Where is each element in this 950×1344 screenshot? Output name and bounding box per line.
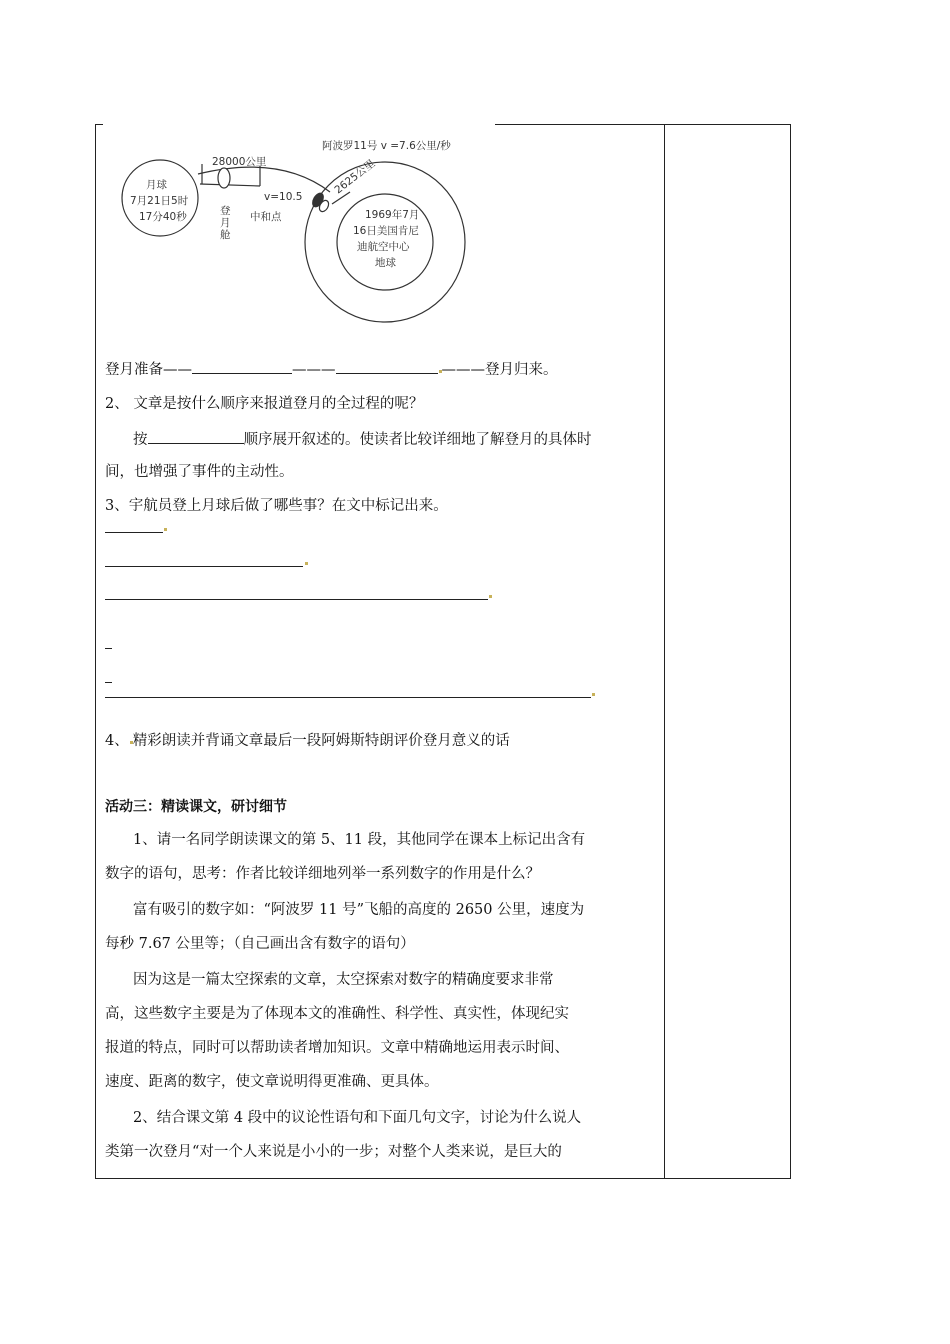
paragraph-2-line-1: 富有吸引的数字如：“阿波罗 11 号”飞船的高度的 2650 公里，速度为 [133, 902, 585, 918]
activity-3-heading: 活动三：精读课文，研讨细节 [105, 799, 287, 815]
question-1-line [105, 358, 558, 380]
q1-suffix: ———登月归来。 [441, 362, 558, 378]
answer-dash-1 [105, 648, 112, 649]
distance-moon-label: 28000公里 [212, 156, 267, 168]
question-2-answer-line-2: 间，也增强了事件的主动性。 [105, 464, 294, 480]
q4-text: 精彩朗读并背诵文章最后一段阿姆斯特朗评价登月意义的话 [132, 733, 510, 749]
paragraph-4-line-2: 类第一次登月“对一个人来说是小小的一步；对整个人类来说，是巨大的 [105, 1144, 562, 1160]
question-3: 3、宇航员登上月球后做了哪些事？在文中标记出来。 [105, 498, 448, 514]
moon-label-1: 月球 [146, 179, 167, 191]
spacecraft-icon [310, 191, 327, 210]
mark-dot [305, 562, 308, 565]
moon-landing-diagram [110, 134, 500, 324]
mark-dot [592, 693, 595, 696]
q1-mid: ——— [292, 362, 336, 378]
paragraph-4-line-1: 2、结合课文第 4 段中的议论性语句和下面几句文字，讨论为什么说人 [133, 1110, 582, 1126]
lander-ellipse [218, 168, 230, 188]
paragraph-1-line-2: 数字的语句，思考：作者比较详细地列举一系列数字的作用是什么？ [105, 866, 540, 882]
distance-earth-label: 2625公里 [332, 157, 378, 197]
question-2: 2、 文章是按什么顺序来报道登月的全过程的呢？ [105, 396, 424, 412]
q2-answer-b: 顺序展开叙述的。使读者比较详细地了解登月的具体时 [243, 432, 592, 448]
question-2-answer-line-1 [105, 428, 592, 450]
answer-line-1[interactable] [105, 532, 163, 533]
paragraph-1-line-1: 1、请一名同学朗读课文的第 5、11 段，其他同学在课本上标记出含有 [133, 832, 586, 848]
moon-label-3: 17分40秒 [139, 211, 187, 223]
answer-line-3[interactable] [105, 599, 488, 600]
earth-label-1: 1969年7月 [365, 209, 420, 221]
trajectory-arrow-line [200, 184, 260, 186]
lander-label-2: 月 [220, 217, 231, 229]
q2-answer-a: 按 [133, 432, 148, 448]
table-left-border [95, 124, 96, 1178]
table-top-border [495, 124, 790, 125]
mark-dot [164, 528, 167, 531]
moon-label-2: 7月21日5时 [130, 195, 189, 207]
q1-blank-1[interactable] [192, 358, 292, 374]
q1-blank-2[interactable] [336, 358, 438, 374]
paragraph-2-line-2: 每秒 7.67 公里等；（自己画出含有数字的语句） [105, 936, 415, 952]
mark-dot [489, 595, 492, 598]
earth-label-2: 16日美国肯尼 [353, 225, 419, 237]
answer-line-4[interactable] [105, 697, 591, 698]
earth-label-3: 迪航空中心 [357, 241, 410, 253]
q4-number: 4、 [105, 733, 129, 749]
paragraph-3-line-1: 因为这是一篇太空探索的文章，太空探索对数字的精确度要求非常 [133, 972, 554, 988]
paragraph-3-line-3: 报道的特点，同时可以帮助读者增加知识。文章中精确地运用表示时间、 [105, 1040, 569, 1056]
q2-blank[interactable] [148, 428, 244, 444]
neutral-point-label: 中和点 [250, 211, 282, 223]
answer-line-2[interactable] [105, 566, 303, 567]
lander-label-1: 登 [220, 205, 231, 217]
lander-label-3: 舱 [220, 229, 231, 241]
answer-dash-2 [105, 682, 112, 683]
diagram-title: 阿波罗11号 v =7.6公里/秒 [322, 140, 451, 152]
earth-label-4: 地球 [375, 257, 396, 269]
table-corner-tick [95, 124, 103, 125]
q1-prefix: 登月准备—— [105, 362, 192, 378]
paragraph-3-line-2: 高，这些数字主要是为了体现本文的准确性、科学性、真实性，体现纪实 [105, 1006, 569, 1022]
speed-label: v=10.5 [264, 191, 303, 203]
paragraph-3-line-4: 速度、距离的数字，使文章说明得更准确、更具体。 [105, 1074, 439, 1090]
table-column-divider [664, 124, 665, 1178]
question-4 [105, 731, 510, 751]
